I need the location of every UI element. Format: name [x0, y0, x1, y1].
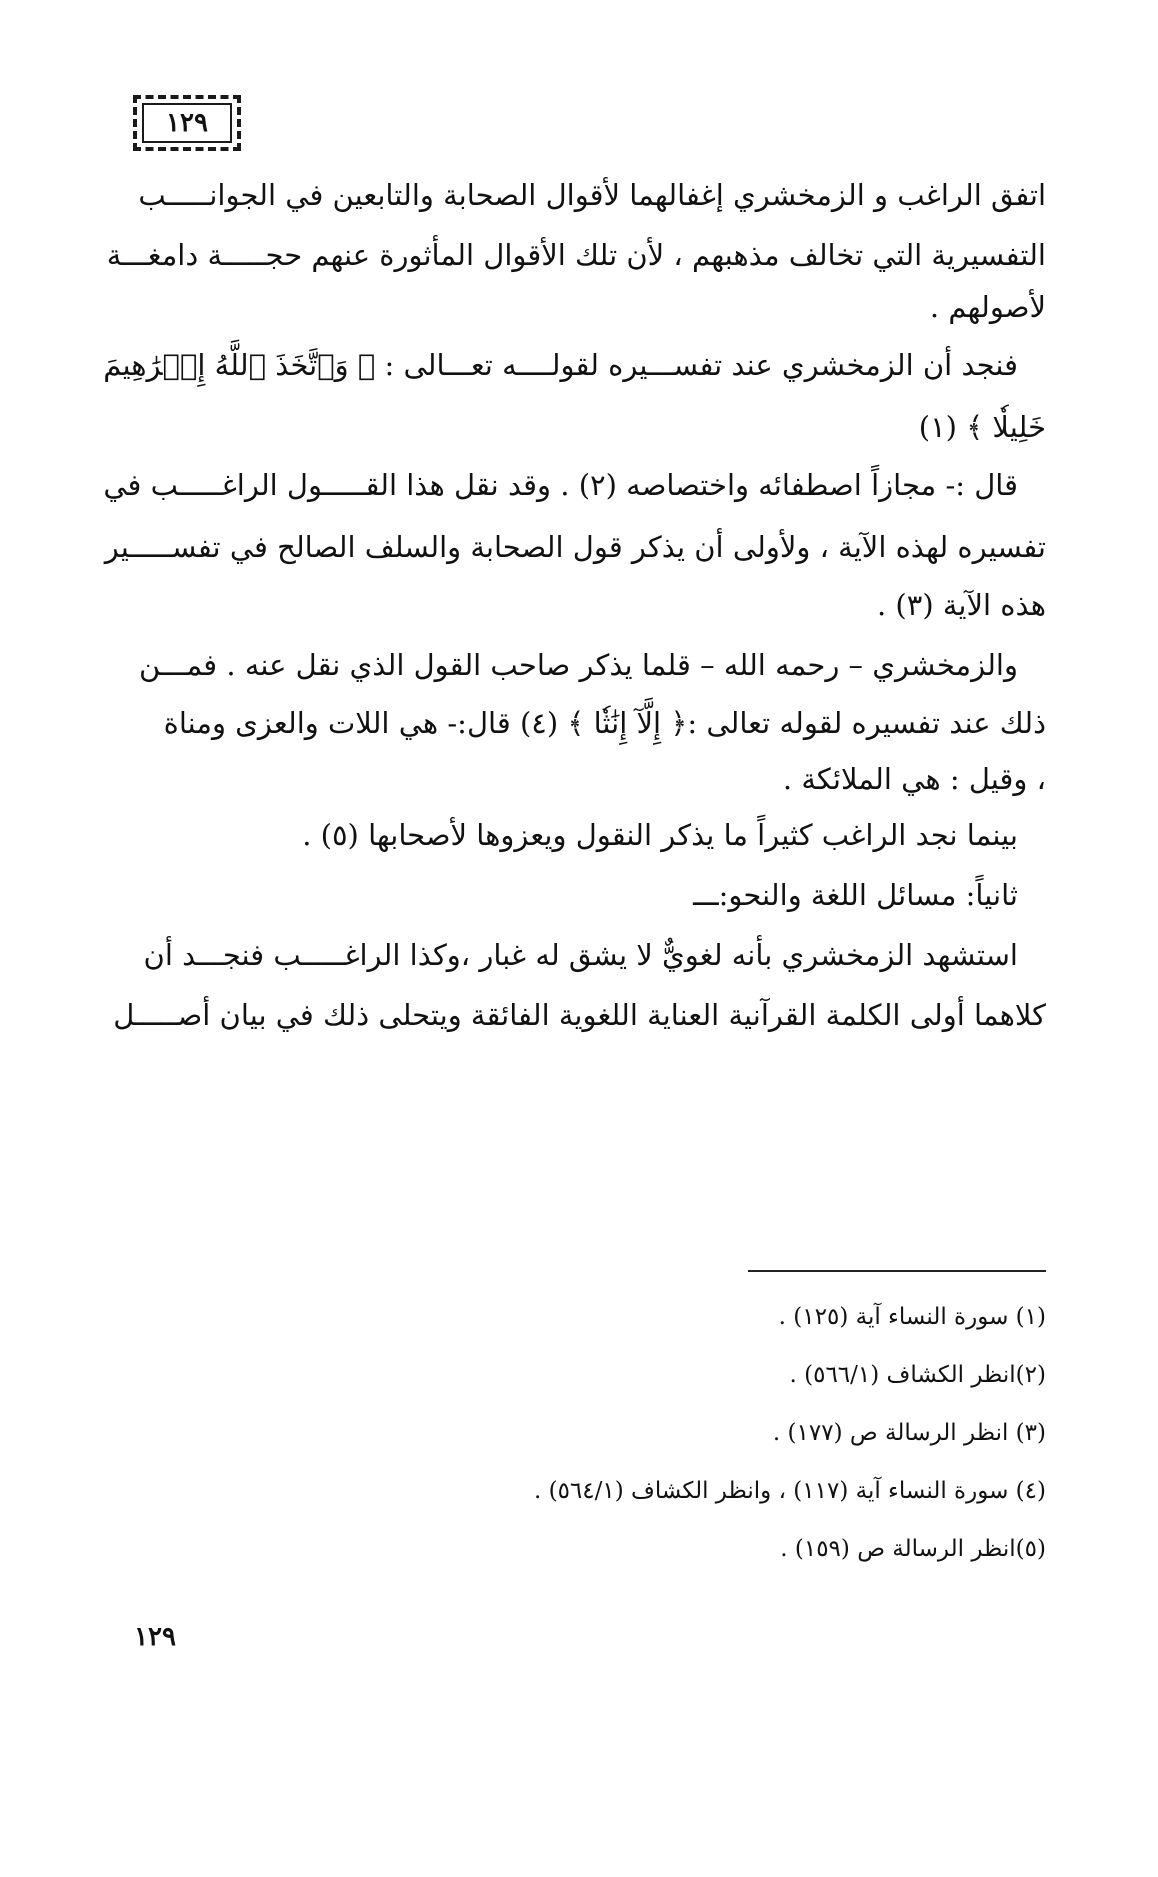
footnote-4: (٤) سورة النساء آية (١١٧) ، وانظر الكشاف (٥٦٤/١) . [533, 1478, 1046, 1504]
section-heading: ثانياً: مسائل اللغة والنحو:ـــ [693, 878, 1018, 912]
footnote-1: (١) سورة النساء آية (١٢٥) . [778, 1304, 1046, 1330]
body-line-12: بينما نجد الراغب كثيراً ما يذكر النقول ويعزوها لأصحابها (٥) . [302, 818, 1018, 852]
footnote-divider [748, 1270, 1046, 1272]
body-line-6: قال :- مجازاً اصطفائه واختصاصه (٢) . وقد نقل هذا القـــــول الراغـــــب في [103, 468, 1018, 502]
body-line-1: اتفق الراغب و الزمخشري إغفالهما لأقوال الصحابة والتابعين في الجوانـــــب [138, 178, 1046, 212]
body-line-9: والزمخشري – رحمه الله – قلما يذكر صاحب القول الذي نقل عنه . فمـــن [138, 648, 1018, 682]
body-line-7: تفسيره لهذه الآية ، ولأولى أن يذكر قول الصحابة والسلف الصالح في تفســـــير [104, 530, 1046, 564]
body-line-8: هذه الآية (٣) . [876, 588, 1046, 622]
footnote-5: (٥)انظر الرسالة ص (١٥٩) . [780, 1536, 1046, 1562]
body-line-5: خَلِيلٗا ﴾ (١) [918, 410, 1046, 444]
body-line-11: ، وقيل : هي الملائكة . [782, 762, 1046, 796]
footnote-3: (٣) انظر الرسالة ص (١٧٧) . [772, 1420, 1046, 1446]
body-line-10: ذلك عند تفسيره لقوله تعالى :﴿ إِلَّآ إِنَٰثٗا ﴾ (٤) قال:- هي اللات والعزى ومناة [163, 706, 1046, 740]
body-line-2: التفسيرية التي تخالف مذهبهم ، لأن تلك الأقوال المأثورة عنهم حجـــــة دامغـــة [106, 238, 1046, 272]
page-number-top: ١٢٩ [142, 103, 232, 143]
body-line-3: لأصولهم . [929, 290, 1046, 324]
page-number-frame [133, 95, 241, 151]
body-line-4: فنجد أن الزمخشري عند تفســـيره لقولــــه تعـــالى : ﴿ وَٱتَّخَذَ ٱللَّهُ إِبۡرَٰهِيمَ [103, 348, 1018, 382]
body-line-14: استشهد الزمخشري بأنه لغويٌّ لا يشق له غبار ،وكذا الراغـــــب فنجـــد أن [143, 938, 1018, 972]
footnote-2: (٢)انظر الكشاف (٥٦٦/١) . [789, 1362, 1046, 1388]
footnotes [446, 1302, 1046, 1592]
body-line-15: كلاهما أولى الكلمة القرآنية العناية اللغوية الفائقة ويتحلى ذلك في بيان أصـــــل [113, 998, 1046, 1032]
page-number-bottom: ١٢٩ [134, 1622, 176, 1652]
